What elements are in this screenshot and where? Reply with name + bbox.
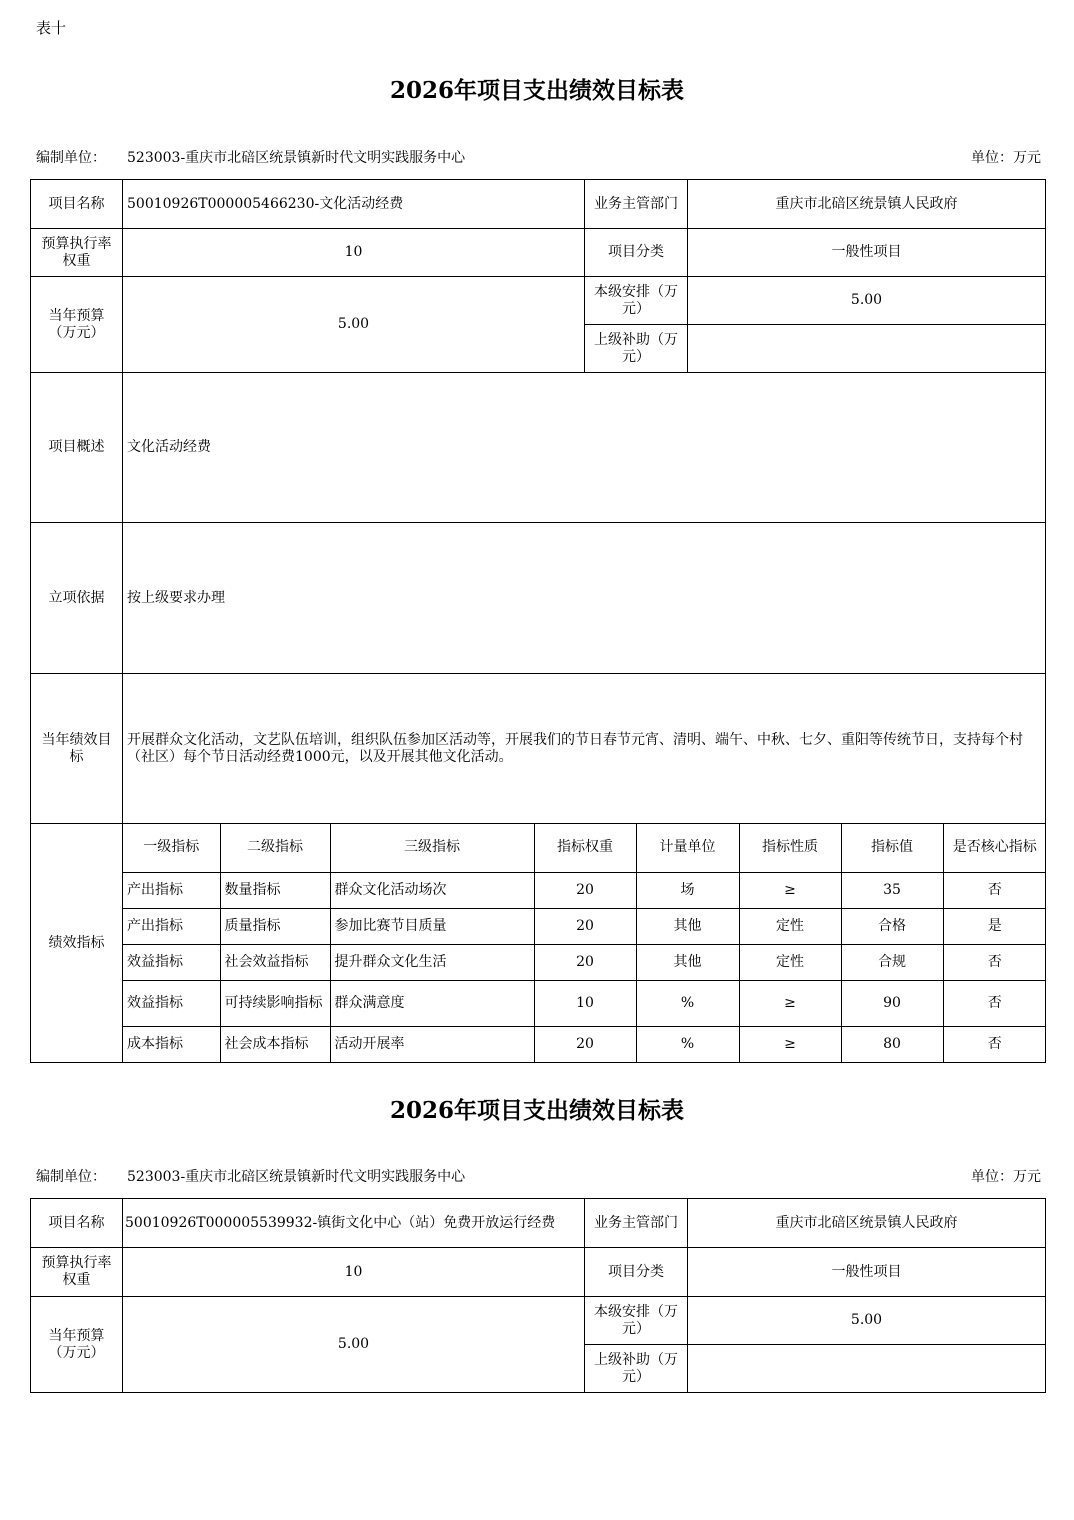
- value-department-2: 重庆市北碚区统景镇人民政府: [688, 1199, 1046, 1248]
- table-cell: 20: [534, 872, 636, 908]
- label-category-2: 项目分类: [585, 1248, 688, 1297]
- table-cell: 否: [943, 1026, 1046, 1062]
- table-cell: 否: [943, 872, 1046, 908]
- label-local-2: 本级安排（万元）: [585, 1297, 688, 1345]
- page-title-2: 2026年项目支出绩效目标表: [389, 1097, 684, 1124]
- table-cell: 质量指标: [220, 908, 330, 944]
- table-tag: 表十: [36, 19, 67, 37]
- table-cell: 社会效益指标: [220, 944, 330, 980]
- table-cell: 提升群众文化生活: [330, 944, 534, 980]
- indicator-table: [123, 824, 1046, 1062]
- value-budget: 5.00: [123, 277, 585, 373]
- value-budget-2: 5.00: [123, 1297, 585, 1393]
- header-cell: 一级指标: [123, 824, 220, 872]
- value-category: 一般性项目: [688, 229, 1046, 277]
- table-cell: ≥: [739, 872, 841, 908]
- value-upper: [688, 325, 1046, 373]
- table-cell: 定性: [739, 908, 841, 944]
- value-department: 重庆市北碚区统景镇人民政府: [688, 180, 1046, 229]
- label-category: 项目分类: [585, 229, 688, 277]
- table-cell: 20: [534, 944, 636, 980]
- header-cell: 三级指标: [330, 824, 534, 872]
- unit-label: 编制单位：: [36, 150, 106, 166]
- page-title: 2026年项目支出绩效目标表: [389, 77, 684, 104]
- table-cell: 20: [534, 1026, 636, 1062]
- label-upper-2: 上级补助（万元）: [585, 1345, 688, 1393]
- currency-unit: 单位：万元: [971, 150, 1041, 166]
- table-cell: 否: [943, 944, 1046, 980]
- value-project-name: 50010926T000005466230-文化活动经费: [123, 180, 585, 229]
- table-cell: 合规: [841, 944, 943, 980]
- table-cell: 群众满意度: [330, 980, 534, 1026]
- performance-table-2: [30, 1198, 1046, 1393]
- table-cell: %: [636, 1026, 739, 1062]
- table-cell: 场: [636, 872, 739, 908]
- label-department: 业务主管部门: [585, 180, 688, 229]
- header-cell: 指标权重: [534, 824, 636, 872]
- header-cell: 是否核心指标: [943, 824, 1046, 872]
- table-cell: 是: [943, 908, 1046, 944]
- unit-value-2: 523003-重庆市北碚区统景镇新时代文明实践服务中心: [127, 1169, 466, 1185]
- table-row: [123, 944, 1046, 980]
- label-basis: 立项依据: [31, 523, 123, 674]
- header-cell: 指标值: [841, 824, 943, 872]
- header-cell: 指标性质: [739, 824, 841, 872]
- table-cell: 数量指标: [220, 872, 330, 908]
- value-basis: 按上级要求办理: [123, 523, 1046, 674]
- value-upper-2: [688, 1345, 1046, 1393]
- table-cell: 效益指标: [123, 980, 220, 1026]
- value-category-2: 一般性项目: [688, 1248, 1046, 1297]
- label-department-2: 业务主管部门: [585, 1199, 688, 1248]
- label-goal: 当年绩效目标: [31, 674, 123, 824]
- table-cell: ≥: [739, 1026, 841, 1062]
- table-cell: 效益指标: [123, 944, 220, 980]
- label-local: 本级安排（万元）: [585, 277, 688, 325]
- header-cell: 计量单位: [636, 824, 739, 872]
- table-row: [123, 980, 1046, 1026]
- table-cell: 10: [534, 980, 636, 1026]
- value-overview: 文化活动经费: [123, 373, 1046, 523]
- value-goal: 开展群众文化活动，文艺队伍培训，组织队伍参加区活动等，开展我们的节日春节元宵、清明、端午、中秋、七夕、重阳等传统节日，支持每个村（社区）每个节日活动经费1000元，以及开展其他文化活动。: [123, 674, 1046, 824]
- table-cell: 35: [841, 872, 943, 908]
- table-cell: 可持续影响指标: [220, 980, 330, 1026]
- table-cell: 80: [841, 1026, 943, 1062]
- label-project-name: 项目名称: [31, 180, 123, 229]
- value-local-2: 5.00: [688, 1297, 1046, 1345]
- table-cell: 定性: [739, 944, 841, 980]
- table-cell: 合格: [841, 908, 943, 944]
- label-project-name-2: 项目名称: [31, 1199, 123, 1248]
- label-indicators: 绩效指标: [31, 824, 123, 1063]
- table-cell: 90: [841, 980, 943, 1026]
- table-cell: ≥: [739, 980, 841, 1026]
- table-cell: 活动开展率: [330, 1026, 534, 1062]
- table-row: [123, 1026, 1046, 1062]
- label-budget: 当年预算（万元）: [31, 277, 123, 373]
- table-cell: 成本指标: [123, 1026, 220, 1062]
- label-weight: 预算执行率权重: [31, 229, 123, 277]
- label-overview: 项目概述: [31, 373, 123, 523]
- value-weight-2: 10: [123, 1248, 585, 1297]
- table-cell: 否: [943, 980, 1046, 1026]
- table-cell: 社会成本指标: [220, 1026, 330, 1062]
- table-row: [123, 908, 1046, 944]
- table-cell: 产出指标: [123, 872, 220, 908]
- table-cell: 产出指标: [123, 908, 220, 944]
- table-cell: 其他: [636, 908, 739, 944]
- table-cell: %: [636, 980, 739, 1026]
- value-weight: 10: [123, 229, 585, 277]
- performance-table-1: [30, 179, 1046, 1063]
- indicator-header-row: [123, 824, 1046, 872]
- table-cell: 参加比赛节目质量: [330, 908, 534, 944]
- label-upper: 上级补助（万元）: [585, 325, 688, 373]
- table-row: [123, 872, 1046, 908]
- label-weight-2: 预算执行率权重: [31, 1248, 123, 1297]
- table-cell: 20: [534, 908, 636, 944]
- currency-unit-2: 单位：万元: [971, 1169, 1041, 1185]
- value-local: 5.00: [688, 277, 1046, 325]
- header-cell: 二级指标: [220, 824, 330, 872]
- label-budget-2: 当年预算（万元）: [31, 1297, 123, 1393]
- value-project-name-2: 50010926T000005539932-镇街文化中心（站）免费开放运行经费: [123, 1199, 585, 1248]
- table-cell: 其他: [636, 944, 739, 980]
- table-cell: 群众文化活动场次: [330, 872, 534, 908]
- unit-value: 523003-重庆市北碚区统景镇新时代文明实践服务中心: [127, 150, 466, 166]
- unit-label-2: 编制单位：: [36, 1169, 106, 1185]
